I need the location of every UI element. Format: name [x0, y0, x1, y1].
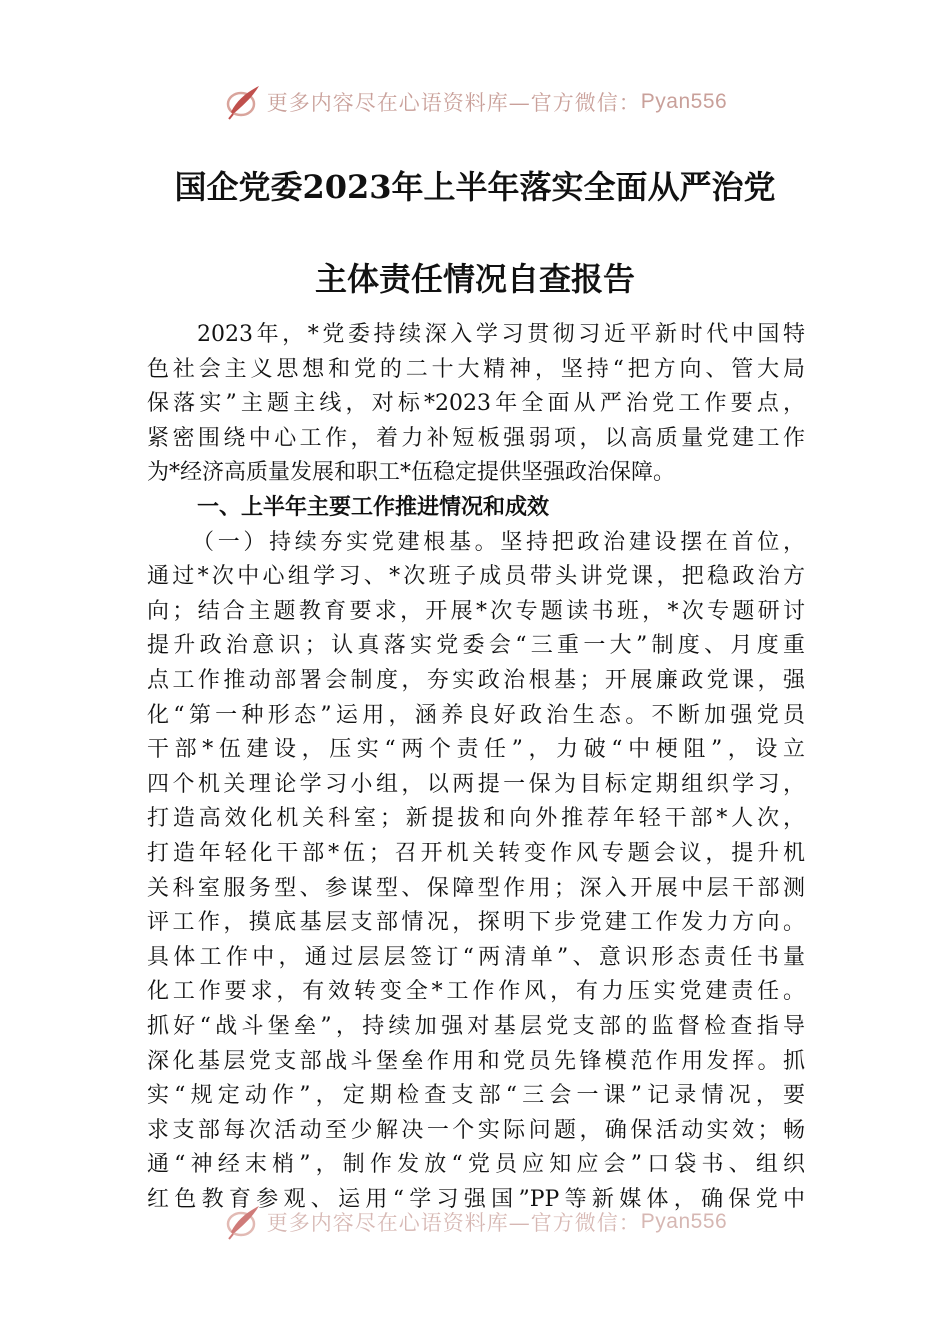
body-text-line: （一）持续夯实党建根基。坚持把政治建设摆在首位， — [192, 529, 805, 555]
body-text-line: 2023年，*党委持续深入学习贯彻习近平新时代中国特 — [197, 322, 805, 347]
body-text-line: 实“规定动作”，定期检查支部“三会一课”记录情况，要 — [147, 1083, 805, 1109]
quill-logo-icon — [223, 1202, 263, 1242]
body-text-line: 求支部每次活动至少解决一个实际问题，确保活动实效；畅 — [147, 1117, 805, 1143]
watermark-header — [0, 80, 950, 124]
body-text-line: 为*经济高质量发展和职工*伍稳定提供坚强政治保障。 — [147, 460, 676, 486]
watermark-text: 更多内容尽在心语资料库—官方微信： — [266, 1211, 641, 1235]
body-text-line: 具体工作中，通过层层签订“两清单”、意识形态责任书量 — [147, 944, 805, 970]
body-text-line: 提升政治意识；认真落实党委会“三重一大”制度、月度重 — [147, 633, 805, 659]
body-text-line: 保落实”主题主线，对标*2023年全面从严治党工作要点， — [147, 391, 805, 417]
body-text-line: 色社会主义思想和党的二十大精神，坚持“把方向、管大局 — [147, 356, 805, 382]
body-text-line: 四个机关理论学习小组，以两提一保为目标定期组织学习， — [147, 771, 805, 797]
body-text-line: 干部*伍建设，压实“两个责任”，力破“中梗阻”，设立 — [147, 737, 805, 763]
body-text-line: 化“第一种形态”运用，涵养良好政治生态。不断加强党员 — [147, 702, 805, 728]
body-text-line: 打造高效化机关科室；新提拔和向外推荐年轻干部*人次， — [147, 806, 805, 832]
watermark-text: 更多内容尽在心语资料库—官方微信： — [266, 91, 641, 115]
quill-logo-icon — [223, 82, 263, 122]
body-text-line: 评工作，摸底基层支部情况，探明下步党建工作发力方向。 — [147, 910, 805, 936]
body-text-line: 化工作要求，有效转变全*工作作风，有力压实党建责任。 — [147, 979, 805, 1005]
watermark-wechat-id: Pyan556 — [640, 90, 728, 113]
body-text-line: 点工作推动部署会制度，夯实政治根基；开展廉政党课，强 — [147, 668, 805, 693]
body-text-line: 向；结合主题教育要求，开展*次专题读书班，*次专题研讨 — [147, 598, 805, 624]
body-text-line: 关科室服务型、参谋型、保障型作用；深入开展中层干部测 — [147, 875, 805, 901]
watermark-wechat-id: Pyan556 — [640, 1210, 728, 1233]
body-text-line: 通过*次中心组学习、*次班子成员带头讲党课，把稳政治方 — [147, 564, 805, 590]
document-title-line-1: 国企党委2023年上半年落实全面从严治党 — [174, 168, 776, 206]
body-text-line: 红色教育参观、运用“学习强国”PP等新媒体，确保党中 — [147, 1187, 805, 1212]
document-title-line-2: 主体责任情况自查报告 — [314, 260, 635, 298]
body-text-line: 抓好“战斗堡垒”，持续加强对基层党支部的监督检查指导 — [147, 1014, 805, 1039]
body-text-line: 深化基层党支部战斗堡垒作用和党员先锋模范作用发挥。抓 — [147, 1048, 805, 1074]
body-text-line: 通“神经末梢”，制作发放“党员应知应会”口袋书、组织 — [147, 1152, 805, 1178]
body-text-line: 打造年轻化干部*伍；召开机关转变作风专题会议，提升机 — [147, 841, 805, 866]
watermark-footer — [0, 1200, 950, 1244]
section-heading: 一、上半年主要工作推进情况和成效 — [197, 495, 550, 520]
body-text-line: 紧密围绕中心工作，着力补短板强弱项，以高质量党建工作 — [147, 425, 805, 451]
